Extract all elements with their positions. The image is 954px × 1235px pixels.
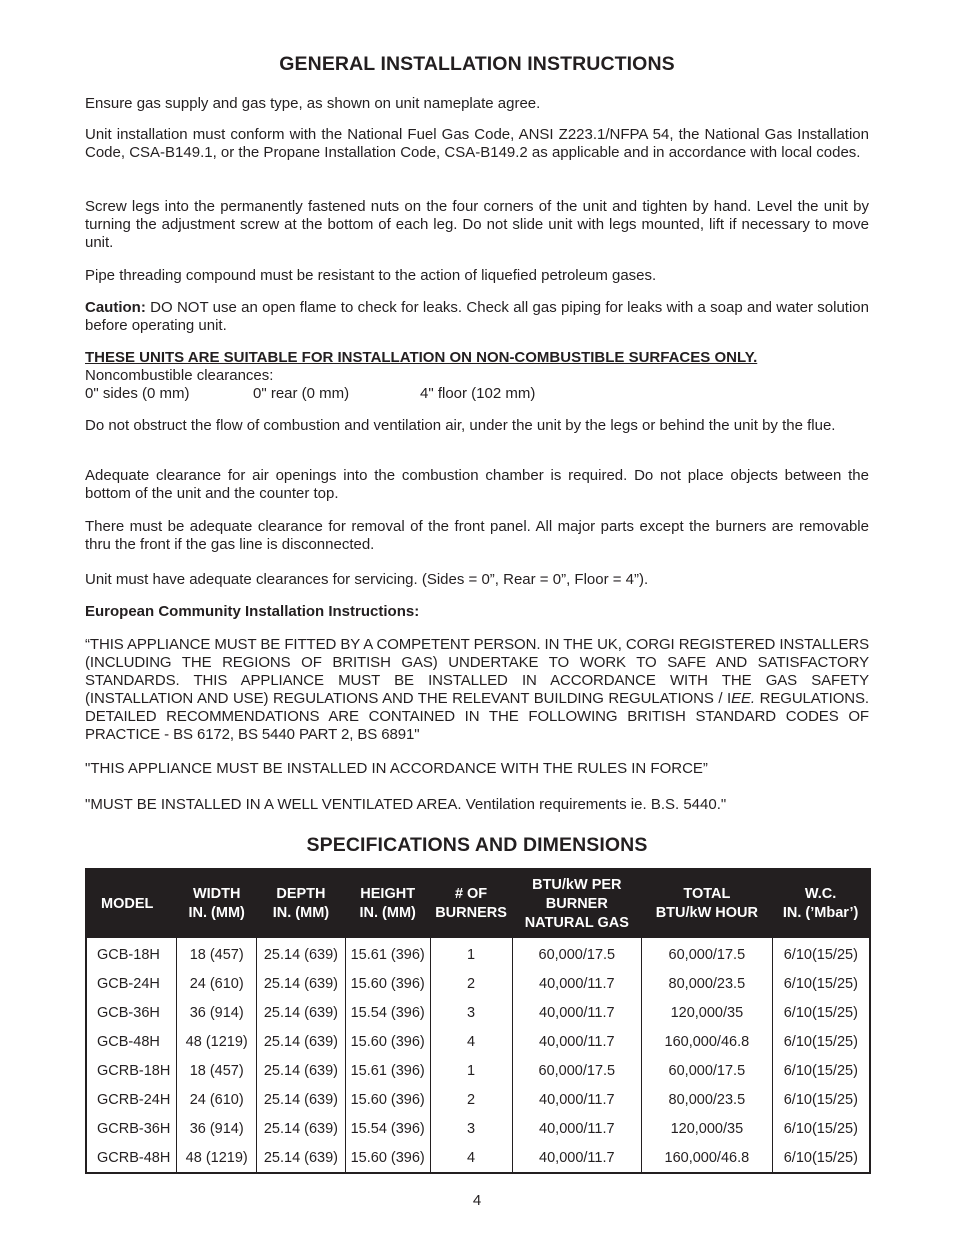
eu-p1-italic: EE. xyxy=(731,690,755,707)
header-total-btu: TOTAL BTU/kW HOUR xyxy=(642,869,773,938)
header-wc: W.C. IN. (’Mbar’) xyxy=(772,869,870,938)
cell-burners: 4 xyxy=(430,1027,512,1056)
cell-burners: 2 xyxy=(430,1085,512,1114)
paragraph-legs: Screw legs into the permanently fastened nuts on the four corners of the unit and tighten by hand. Level the unit by turning the adjustment screw at the bottom of each leg. Do not slide unit with legs mounted, lift if necessary to move unit. xyxy=(85,198,869,251)
table-row xyxy=(86,1056,870,1085)
cell-model: GCRB-24H xyxy=(97,1091,171,1108)
section-title-general: GENERAL INSTALLATION INSTRUCTIONS xyxy=(279,53,675,75)
cell-depth: 25.14 (639) xyxy=(257,1056,346,1085)
cell-height: 15.60 (396) xyxy=(345,1085,430,1114)
cell-model: GCRB-36H xyxy=(97,1120,171,1137)
table-row xyxy=(86,998,870,1027)
cell-depth: 25.14 (639) xyxy=(257,969,346,998)
caution-text: DO NOT use an open flame to check for leaks. Check all gas piping for leaks with a soap and water solution before operating unit. xyxy=(85,299,869,334)
noncombustible-heading xyxy=(85,349,869,367)
cell-width: 48 (1219) xyxy=(177,1143,257,1173)
clearances-line xyxy=(85,385,869,403)
cell-height: 15.54 (396) xyxy=(345,998,430,1027)
cell-btu-per-burner: 40,000/11.7 xyxy=(512,1143,642,1173)
cell-model: GCB-48H xyxy=(97,1033,160,1050)
cell-depth: 25.14 (639) xyxy=(257,1143,346,1173)
eu-p1-part-a: “THIS APPLIANCE MUST BE FITTED BY A COMPETENT PERSON. IN THE UK, CORGI REGISTERED INSTALLERS (INCLUDING THE REGIONS OF BRITISH GAS) UNDERTAKE TO WORK TO SAFE AND SATISFACTORY STANDARDS. THIS APPLIANCE MUST BE INSTALLED IN ACCORDANCE WITH THE GAS SAFETY (INSTALLATION AND USE) REGULATIONS AND THE RELEVANT BUILDING REGULATIONS / I xyxy=(85,636,869,707)
noncombustible-heading-text: THESE UNITS ARE SUITABLE FOR INSTALLATION ON NON-COMBUSTIBLE SURFACES ONLY. xyxy=(85,349,758,366)
cell-width: 18 (457) xyxy=(177,1056,257,1085)
cell-height: 15.60 (396) xyxy=(345,1027,430,1056)
cell-width: 24 (610) xyxy=(177,1085,257,1114)
section-title-specs: SPECIFICATIONS AND DIMENSIONS xyxy=(306,834,648,856)
cell-total-btu: 120,000/35 xyxy=(642,1114,773,1143)
page-number: 4 xyxy=(472,1192,482,1209)
cell-burners: 3 xyxy=(430,1114,512,1143)
paragraph-codes: Unit installation must conform with the National Fuel Gas Code, ANSI Z223.1/NFPA 54, the National Gas Installation Code, CSA-B149.1, or the Propane Installation Code, CSA-B149.2 as applicable and in accordance with local codes. xyxy=(85,126,869,161)
header-width: WIDTH IN. (MM) xyxy=(177,869,257,938)
clearance-rear: 0" rear (0 mm) xyxy=(253,385,350,402)
cell-btu-per-burner: 40,000/11.7 xyxy=(512,969,642,998)
header-model: MODEL xyxy=(86,869,177,938)
clearance-sides: 0" sides (0 mm) xyxy=(85,385,190,402)
paragraph-caution xyxy=(85,299,869,335)
table-row xyxy=(86,1085,870,1114)
cell-wc: 6/10(15/25) xyxy=(772,998,870,1027)
cell-total-btu: 60,000/17.5 xyxy=(642,1056,773,1085)
cell-height: 15.60 (396) xyxy=(345,969,430,998)
cell-depth: 25.14 (639) xyxy=(257,938,346,969)
eu-heading-text: European Community Installation Instructions: xyxy=(85,603,420,620)
cell-depth: 25.14 (639) xyxy=(257,1114,346,1143)
cell-wc: 6/10(15/25) xyxy=(772,1143,870,1173)
paragraph-servicing: Unit must have adequate clearances for servicing. (Sides = 0”, Rear = 0”, Floor = 4”). xyxy=(85,571,649,588)
cell-total-btu: 60,000/17.5 xyxy=(642,938,773,969)
cell-width: 24 (610) xyxy=(177,969,257,998)
cell-model: GCB-24H xyxy=(97,975,160,992)
paragraph-gas-supply: Ensure gas supply and gas type, as shown on unit nameplate agree. xyxy=(85,95,541,112)
cell-model: GCB-36H xyxy=(97,1004,160,1021)
cell-model: GCB-18H xyxy=(97,946,160,963)
paragraph-front-panel: There must be adequate clearance for removal of the front panel. All major parts except the burners are removable thru the front if the gas line is disconnected. xyxy=(85,518,869,553)
specifications-table xyxy=(85,868,871,1174)
cell-btu-per-burner: 60,000/17.5 xyxy=(512,938,642,969)
header-height: HEIGHT IN. (MM) xyxy=(345,869,430,938)
cell-btu-per-burner: 40,000/11.7 xyxy=(512,1027,642,1056)
cell-burners: 1 xyxy=(430,1056,512,1085)
cell-burners: 2 xyxy=(430,969,512,998)
header-burners: # OF BURNERS xyxy=(430,869,512,938)
cell-wc: 6/10(15/25) xyxy=(772,1027,870,1056)
noncombustible-label: Noncombustible clearances: xyxy=(85,367,274,384)
paragraph-pipe-compound: Pipe threading compound must be resistant to the action of liquefied petroleum gases. xyxy=(85,267,657,284)
cell-burners: 1 xyxy=(430,938,512,969)
caution-label: Caution: xyxy=(85,299,146,316)
table-row xyxy=(86,938,870,969)
paragraph-eu-competent-person xyxy=(85,636,869,744)
cell-width: 48 (1219) xyxy=(177,1027,257,1056)
cell-wc: 6/10(15/25) xyxy=(772,1114,870,1143)
cell-height: 15.54 (396) xyxy=(345,1114,430,1143)
cell-model: GCRB-18H xyxy=(97,1062,171,1079)
cell-burners: 3 xyxy=(430,998,512,1027)
table-row xyxy=(86,1114,870,1143)
paragraph-eu-ventilation: "MUST BE INSTALLED IN A WELL VENTILATED AREA. Ventilation requirements ie. B.S. 5440." xyxy=(85,796,727,813)
table-header-row xyxy=(86,869,870,938)
cell-total-btu: 160,000/46.8 xyxy=(642,1143,773,1173)
paragraph-eu-rules: "THIS APPLIANCE MUST BE INSTALLED IN ACCORDANCE WITH THE RULES IN FORCE” xyxy=(85,760,708,777)
cell-btu-per-burner: 40,000/11.7 xyxy=(512,998,642,1027)
cell-wc: 6/10(15/25) xyxy=(772,1056,870,1085)
cell-total-btu: 80,000/23.5 xyxy=(642,969,773,998)
eu-p1-part-b: REGULATIONS. DETAILED RECOMMENDATIONS ARE CONTAINED IN THE FOLLOWING BRITISH STANDARD CODES OF PRACTICE - BS 6172, BS 5440 PART 2, BS 6891" xyxy=(85,690,869,743)
cell-btu-per-burner: 60,000/17.5 xyxy=(512,1056,642,1085)
cell-wc: 6/10(15/25) xyxy=(772,969,870,998)
cell-total-btu: 120,000/35 xyxy=(642,998,773,1027)
table-row xyxy=(86,1027,870,1056)
cell-total-btu: 160,000/46.8 xyxy=(642,1027,773,1056)
cell-btu-per-burner: 40,000/11.7 xyxy=(512,1085,642,1114)
cell-height: 15.61 (396) xyxy=(345,1056,430,1085)
cell-width: 36 (914) xyxy=(177,998,257,1027)
cell-burners: 4 xyxy=(430,1143,512,1173)
cell-wc: 6/10(15/25) xyxy=(772,1085,870,1114)
cell-depth: 25.14 (639) xyxy=(257,998,346,1027)
cell-height: 15.61 (396) xyxy=(345,938,430,969)
cell-total-btu: 80,000/23.5 xyxy=(642,1085,773,1114)
header-btu-per-burner: BTU/kW PER BURNER NATURAL GAS xyxy=(512,869,642,938)
cell-height: 15.60 (396) xyxy=(345,1143,430,1173)
clearance-floor: 4" floor (102 mm) xyxy=(420,385,536,402)
header-depth: DEPTH IN. (MM) xyxy=(257,869,346,938)
cell-wc: 6/10(15/25) xyxy=(772,938,870,969)
cell-model: GCRB-48H xyxy=(97,1149,171,1166)
paragraph-airflow: Do not obstruct the flow of combustion and ventilation air, under the unit by the legs or behind the unit by the flue. xyxy=(85,417,836,434)
table-row xyxy=(86,969,870,998)
paragraph-air-openings: Adequate clearance for air openings into the combustion chamber is required. Do not place objects between the bottom of the unit and the counter top. xyxy=(85,467,869,502)
cell-width: 18 (457) xyxy=(177,938,257,969)
cell-depth: 25.14 (639) xyxy=(257,1027,346,1056)
cell-btu-per-burner: 40,000/11.7 xyxy=(512,1114,642,1143)
cell-depth: 25.14 (639) xyxy=(257,1085,346,1114)
table-row xyxy=(86,1143,870,1173)
eu-heading xyxy=(85,603,869,621)
cell-width: 36 (914) xyxy=(177,1114,257,1143)
